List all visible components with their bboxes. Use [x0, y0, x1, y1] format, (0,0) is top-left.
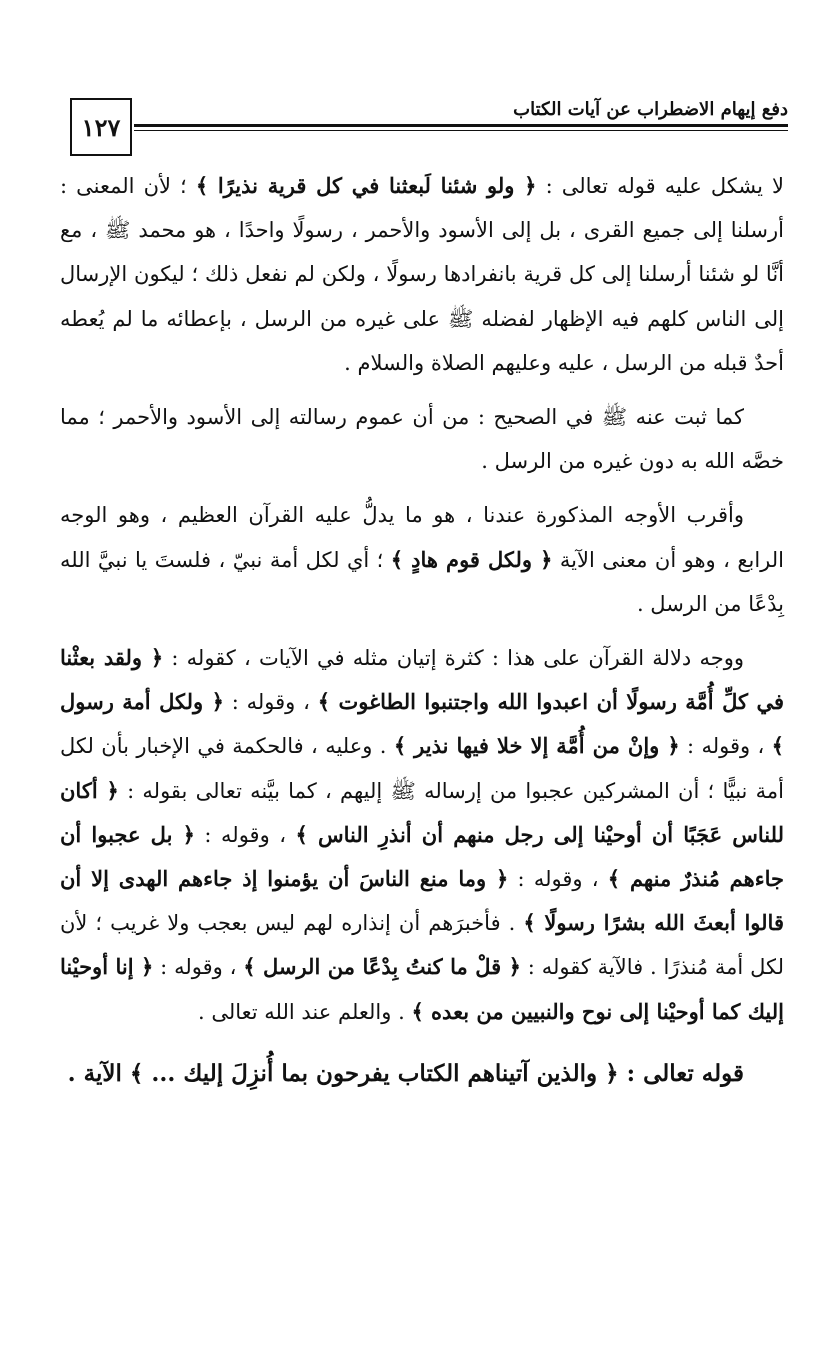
quran-verse: ﴿ ولكل قوم هادٍ ﴾	[390, 546, 553, 572]
quran-verse: ﴿ ولو شئنا لَبعثنا في كل قرية نذيرًا ﴾	[195, 173, 537, 198]
paragraph-3: وأقرب الأوجه المذكورة عندنا ، هو ما يدلُّ عليه القرآن العظيم ، وهو الوجه الرابع ، وهو أن معنى الآية ﴿ ولكل قوم هادٍ ﴾ ؛ أي لكل أمة نبيّ ، فلستَ يا نبيَّ الله بِدْعًا من الرسل .	[60, 503, 785, 616]
header-rule-thin	[134, 130, 788, 131]
section-heading: قوله تعالى : ﴿ والذين آتيناهم الكتاب يفرحون بما أُنزِلَ إليك ... ﴾ الآية .	[67, 1059, 744, 1087]
quran-verse: ﴿ وما منع الناسَ أن يؤمنوا إذ جاءهم الهدى إلا أن قالوا أبعثَ الله بشرًا رسولًا ﴾	[60, 866, 784, 936]
quran-verse: ﴿ ولقد بعثْنا في كلِّ أُمَّة رسولًا أن اعبدوا الله واجتنبوا الطاغوت ﴾	[60, 645, 784, 715]
quran-verse: ﴿ أكان للناس عَجَبًا أن أوحيْنا إلى رجل منهم أن أنذرِ الناس ﴾	[60, 777, 784, 847]
quran-verse: ﴿ إنا أوحيْنا إليك كما أوحيْنا إلى نوح والنبيين من بعده ﴾	[60, 954, 784, 1024]
quran-verse: ﴿ ولكل أمة رسول ﴾	[60, 689, 784, 759]
quran-verse: ﴿ بل عجبوا أن جاءهم مُنذرٌ منهم ﴾	[60, 821, 784, 892]
paragraph-1: لا يشكل عليه قوله تعالى : ﴿ ولو شئنا لَبعثنا في كل قرية نذيرًا ﴾ ؛ لأن المعنى : أرسلنا إلى جميع القرى ، بل إلى الأسود والأحمر ، رسولًا واحدًا ، هو محمد ﷺ ، مع أنَّا لو شئنا أرسلنا إلى كل قرية بانفرادها رسولًا ، ولكن لم نفعل ذلك ؛ ليكون الإرسال إلى الناس كلهم فيه الإظهار لفضله ﷺ على غيره من الرسل ، بإعطائه ما لم يُعطه أحدٌ قبله من الرسل ، عليه وعليهم الصلاة والسلام .	[60, 173, 784, 375]
paragraph-4: ووجه دلالة القرآن على هذا : كثرة إتيان مثله في الآيات ، كقوله : ﴿ ولقد بعثْنا في كلِّ أُمَّة رسولًا أن اعبدوا الله واجتنبوا الطاغوت ﴾ ، وقوله : ﴿ ولكل أمة رسول ﴾ ، وقوله : ﴿ وإنْ من أُمَّة إلا خلا فيها نذير ﴾ . وعليه ، فالحكمة في الإخبار بأن لكل أمة نبيًّا ؛ أن المشركين عجبوا من إرساله ﷺ إليهم ، كما بيَّنه تعالى بقوله : ﴿ أكان للناس عَجَبًا أن أوحيْنا إلى رجل منهم أن أنذرِ الناس ﴾ ، وقوله : ﴿ بل عجبوا أن جاءهم مُنذرٌ منهم ﴾ ، وقوله : ﴿ وما منع الناسَ أن يؤمنوا إذ جاءهم الهدى إلا أن قالوا أبعثَ الله بشرًا رسولًا ﴾ . فأخبرَهم أن إنذاره لهم ليس بعجب ولا غريب ؛ لأن لكل أمة مُنذرًا . فالآية كقوله : ﴿ قلْ ما كنتُ بِدْعًا من الرسل ﴾ ، وقوله : ﴿ إنا أوحيْنا إليك كما أوحيْنا إلى نوح والنبيين من بعده ﴾ . والعلم عند الله تعالى .	[60, 645, 784, 1024]
running-header: دفع إيهام الاضطراب عن آيات الكتاب	[513, 99, 788, 120]
quran-verse: ﴿ وإنْ من أُمَّة إلا خلا فيها نذير ﴾	[393, 733, 680, 759]
paragraph-2: كما ثبت عنه ﷺ في الصحيح : من أن عموم رسالته إلى الأسود والأحمر ؛ مما خصَّه الله به دون غيره من الرسل .	[60, 405, 784, 474]
header-rule	[134, 124, 788, 127]
quran-verse: ﴿ قلْ ما كنتُ بِدْعًا من الرسل ﴾	[243, 954, 521, 980]
page-body	[60, 164, 784, 1096]
page-number: ١٢٧	[70, 98, 132, 156]
